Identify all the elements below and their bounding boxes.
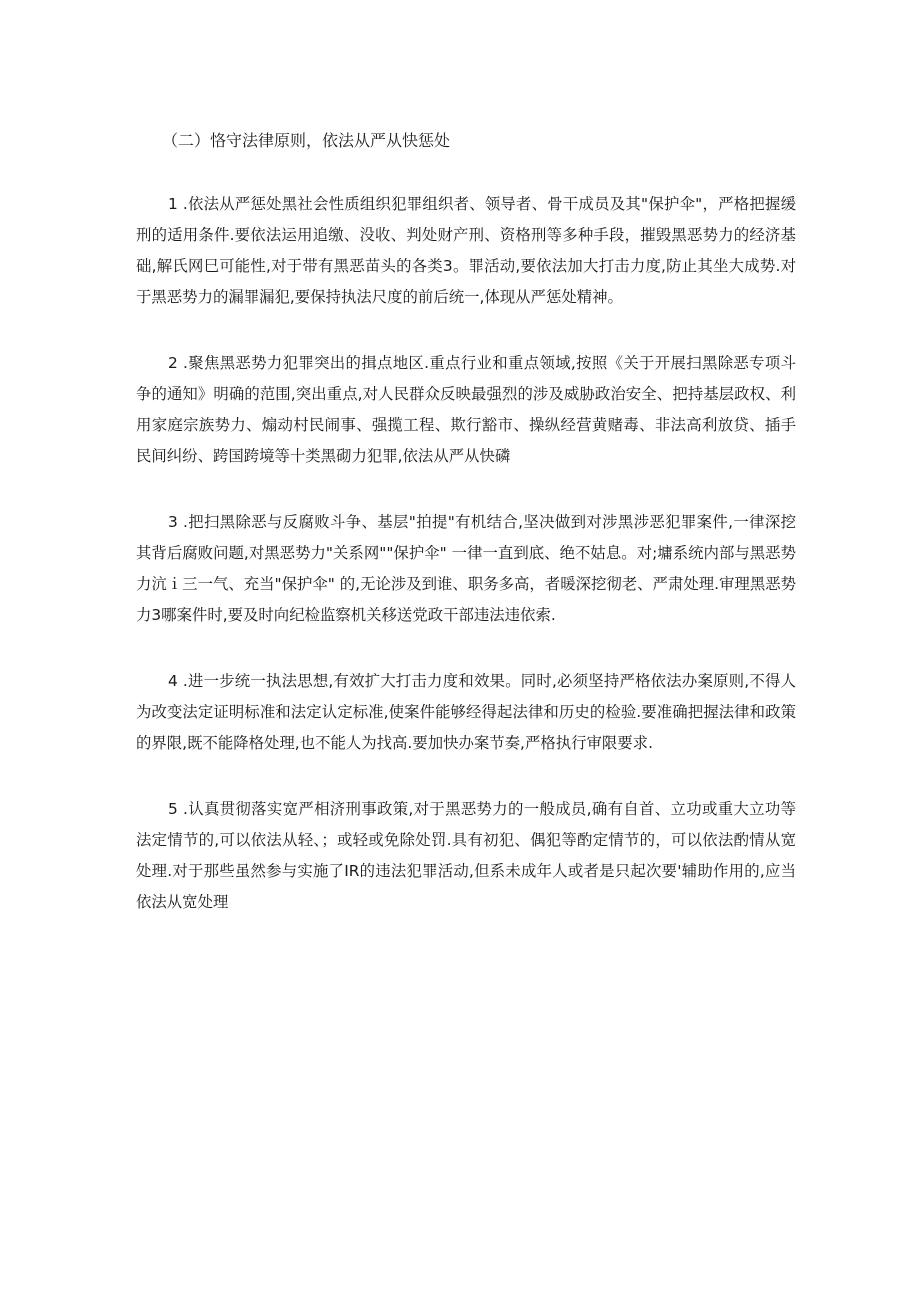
paragraph-1: 1 .依法从严惩处黑社会性质组织犯罪组织者、领导者、骨干成员及其"保护伞"，严格把握缓刑的适用条件.要依法运用追缴、没收、判处财产刑、资格刑等多种手段，摧毁黑恶势力的经济基础,解氏网巳可能性,对于带有黑恶苗头的各类3。罪活动,要依法加大打击力度,防止其坐大成势.对于黑恶势力的漏罪漏犯,要保持执法尺度的前后统一,体现从严惩处精神。 (136, 195, 796, 306)
paragraph-5: 5 .认真贯彻落实宽严相济刑事政策,对于黑恶势力的一般成员,确有自首、立功或重大立功等法定情节的,可以依法从轻、；或轻或免除处罚.具有初犯、偶犯等酌定情节的，可以依法酌情从宽处理.对于那些虽然参与实施了IR的违法犯罪活动,但系未成年人或者是只起次要'辅助作用的,应当依法从宽处理 (136, 800, 796, 911)
paragraph-4: 4 .进一步统一执法思想,有效扩大打击力度和效果。同时,必须坚持严格依法办案原则,不得人为改变法定证明标准和法定认定标准,使案件能够经得起法律和历史的检验.要准确把握法律和政策的界限,既不能降格处理,也不能人为找高.要加快办案节奏,严格执行审限要求. (136, 672, 796, 752)
paragraph-3: 3 .把扫黑除恶与反腐败斗争、基层"拍提"有机结合,坚决做到对涉黑涉恶犯罪案件,一律深挖其背后腐败问题,对黑恶势力"关系网""保护伞" 一律一直到底、绝不姑息。对;墉系统内部与黑恶势力沆ｉ三一气、充当"保护伞" 的,无论涉及到谁、职务多高，者暖深挖彻老、严肃处理.审理黑恶势力3哪案件时,要及时向纪检监察机关移送党政干部违法违依索. (136, 513, 796, 624)
paragraph-2: 2 .聚焦黑恶势力犯罪突出的揖点地区.重点行业和重点领域,按照《关于开展扫黑除恶专项斗争的通知》明确的范围,突出重点,对人民群众反映最强烈的涉及威胁政治安全、把持基层政权、利用家庭宗族势力、煽动村民闹事、强揽工程、欺行豁市、操纵经营黄赌毒、非法高利放贷、插手民间纠纷、跨国跨境等十类黑砌力犯罪,依法从严从快磷 (136, 354, 796, 465)
paragraph-list (136, 189, 796, 953)
section-heading: （二）恪守法律原则，依法从严从快惩处 (162, 131, 451, 150)
